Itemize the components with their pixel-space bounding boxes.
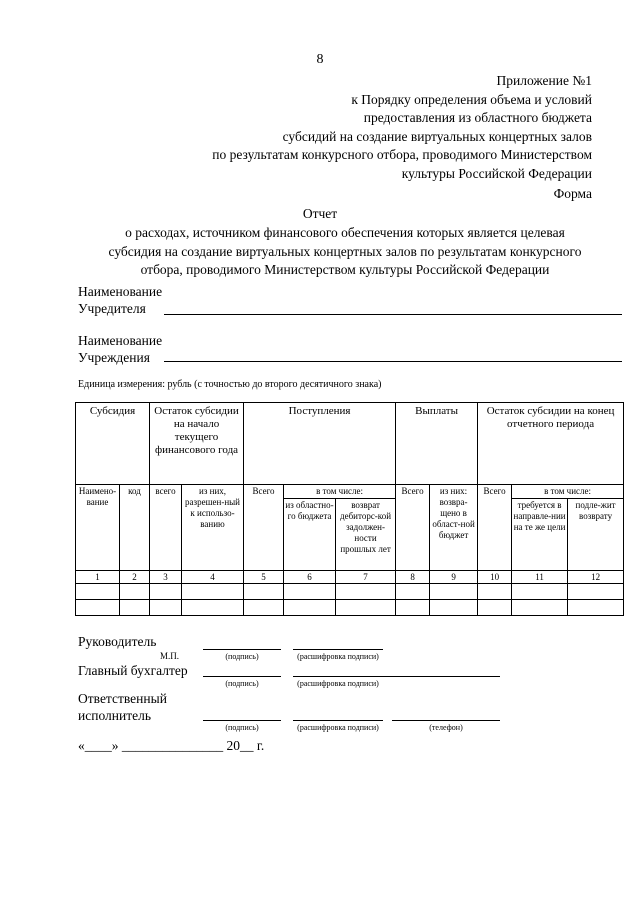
col-code: код bbox=[120, 485, 150, 571]
appendix-line: Приложение №1 bbox=[496, 73, 592, 88]
table-row bbox=[76, 584, 624, 600]
appendix-header bbox=[212, 72, 592, 183]
col-debt-return: возврат дебиторс-кой задолжен-ности прошлых лет bbox=[336, 499, 396, 571]
founder-input-line[interactable] bbox=[164, 314, 622, 315]
appendix-line: культуры Российской Федерации bbox=[401, 165, 592, 181]
table-subheader-row bbox=[76, 485, 624, 499]
head-decoding-line[interactable] bbox=[293, 649, 383, 650]
responsible-label-line2: исполнитель bbox=[78, 708, 151, 723]
appendix-line: предоставления из областного бюджета bbox=[363, 110, 592, 125]
table-cell[interactable] bbox=[76, 584, 120, 600]
table-cell[interactable] bbox=[336, 584, 396, 600]
table-cell[interactable] bbox=[478, 584, 512, 600]
form-label: Форма bbox=[553, 186, 592, 201]
table-cell[interactable] bbox=[244, 584, 284, 600]
table-cell[interactable] bbox=[182, 600, 244, 616]
table-cell[interactable] bbox=[150, 584, 182, 600]
head-label: Руководитель bbox=[78, 634, 157, 649]
table-cell[interactable] bbox=[182, 584, 244, 600]
responsible-decoding-caption: (расшифровка подписи) bbox=[297, 723, 379, 732]
responsible-decoding-line[interactable] bbox=[293, 720, 383, 721]
report-subtitle-line: субсидия на создание виртуальных концертных залов по результатам конкурсного bbox=[108, 243, 582, 259]
responsible-label bbox=[78, 690, 167, 724]
table-cell[interactable] bbox=[396, 600, 430, 616]
report-table bbox=[75, 402, 624, 616]
col-returned-to-budget: из них: возвра-щено в област-ной бюджет bbox=[430, 485, 478, 571]
report-subtitle-line: о расходах, источником финансового обеспечения которых является целевая bbox=[125, 225, 565, 240]
table-cell[interactable] bbox=[430, 600, 478, 616]
table-cell[interactable] bbox=[284, 600, 336, 616]
col-receipts-total: Всего bbox=[244, 485, 284, 571]
col-to-return: подле-жит возврату bbox=[568, 499, 624, 571]
institution-label-line2: Учреждения bbox=[78, 350, 150, 365]
column-number: 5 bbox=[244, 571, 284, 584]
head-signature-line[interactable] bbox=[203, 649, 281, 650]
column-number: 6 bbox=[284, 571, 336, 584]
appendix-line: к Порядку определения объема и условий bbox=[351, 91, 592, 107]
col-total-start: всего bbox=[150, 485, 182, 571]
col-end-total: Всего bbox=[478, 485, 512, 571]
table-cell[interactable] bbox=[76, 600, 120, 616]
institution-input-line[interactable] bbox=[164, 361, 622, 362]
column-number: 2 bbox=[120, 571, 150, 584]
table-cell[interactable] bbox=[120, 600, 150, 616]
table-cell[interactable] bbox=[150, 600, 182, 616]
stamp-label: М.П. bbox=[160, 651, 180, 661]
appendix-line: по результатам конкурсного отбора, проводимого Министерством bbox=[212, 147, 592, 162]
table-cell[interactable] bbox=[284, 584, 336, 600]
column-number: 4 bbox=[182, 571, 244, 584]
col-from-budget: из областно-го бюджета bbox=[284, 499, 336, 571]
column-number: 11 bbox=[512, 571, 568, 584]
col-name: Наимено-вание bbox=[76, 485, 120, 571]
unit-note: Единица измерения: рубль (с точностью до второго десятичного знака) bbox=[78, 379, 382, 390]
founder-label-line1: Наименование bbox=[78, 284, 163, 299]
table-cell[interactable] bbox=[120, 584, 150, 600]
col-required: требуется в направле-нии на те же цели bbox=[512, 499, 568, 571]
column-number: 12 bbox=[568, 571, 624, 584]
table-cell[interactable] bbox=[336, 600, 396, 616]
column-number-row bbox=[76, 571, 624, 584]
institution-label bbox=[78, 332, 162, 366]
page-number: 8 bbox=[316, 52, 324, 67]
responsible-label-line1: Ответственный bbox=[78, 691, 167, 706]
responsible-phone-caption: (телефон) bbox=[429, 723, 463, 732]
header-balance-end: Остаток субсидии на конец отчетного периода bbox=[478, 403, 624, 485]
col-payments-total: Всего bbox=[396, 485, 430, 571]
report-title: Отчет bbox=[302, 206, 338, 221]
report-subtitle-line: отбора, проводимого Министерством культуры Российской Федерации bbox=[140, 262, 550, 277]
table-cell[interactable] bbox=[568, 584, 624, 600]
appendix-line: субсидий на создание виртуальных концертных залов bbox=[282, 128, 592, 144]
header-receipts: Поступления bbox=[244, 403, 396, 485]
accountant-decoding-line[interactable] bbox=[293, 676, 500, 677]
table-cell[interactable] bbox=[478, 600, 512, 616]
column-number: 9 bbox=[430, 571, 478, 584]
responsible-signature-line[interactable] bbox=[203, 720, 281, 721]
header-payments: Выплаты bbox=[396, 403, 478, 485]
date-line: «____» _______________ 20__ г. bbox=[78, 738, 265, 753]
institution-label-line1: Наименование bbox=[78, 333, 163, 348]
table-cell[interactable] bbox=[512, 584, 568, 600]
report-subtitle bbox=[80, 224, 610, 280]
table-row bbox=[76, 600, 624, 616]
col-end-including: в том числе: bbox=[512, 485, 624, 499]
chief-accountant-label: Главный бухгалтер bbox=[78, 663, 188, 678]
head-decoding-caption: (расшифровка подписи) bbox=[297, 652, 379, 661]
responsible-phone-line[interactable] bbox=[392, 720, 500, 721]
col-permitted: из них, разрешен-ный к использо-ванию bbox=[182, 485, 244, 571]
header-balance-start: Остаток субсидии на начало текущего финансового года bbox=[150, 403, 244, 485]
table-cell[interactable] bbox=[568, 600, 624, 616]
column-number: 3 bbox=[150, 571, 182, 584]
table-cell[interactable] bbox=[430, 584, 478, 600]
table-cell[interactable] bbox=[244, 600, 284, 616]
founder-label-line2: Учредителя bbox=[78, 301, 146, 316]
accountant-decoding-caption: (расшифровка подписи) bbox=[297, 679, 379, 688]
col-receipts-including: в том числе: bbox=[284, 485, 396, 499]
header-subsidy: Субсидия bbox=[76, 403, 150, 485]
table-cell[interactable] bbox=[396, 584, 430, 600]
accountant-signature-line[interactable] bbox=[203, 676, 281, 677]
accountant-signature-caption: (подпись) bbox=[225, 679, 259, 688]
column-number: 7 bbox=[336, 571, 396, 584]
table-cell[interactable] bbox=[512, 600, 568, 616]
column-number: 10 bbox=[478, 571, 512, 584]
founder-label bbox=[78, 283, 162, 317]
column-number: 1 bbox=[76, 571, 120, 584]
responsible-signature-caption: (подпись) bbox=[225, 723, 259, 732]
head-signature-caption: (подпись) bbox=[225, 652, 259, 661]
column-number: 8 bbox=[396, 571, 430, 584]
table-header-row bbox=[76, 403, 624, 485]
